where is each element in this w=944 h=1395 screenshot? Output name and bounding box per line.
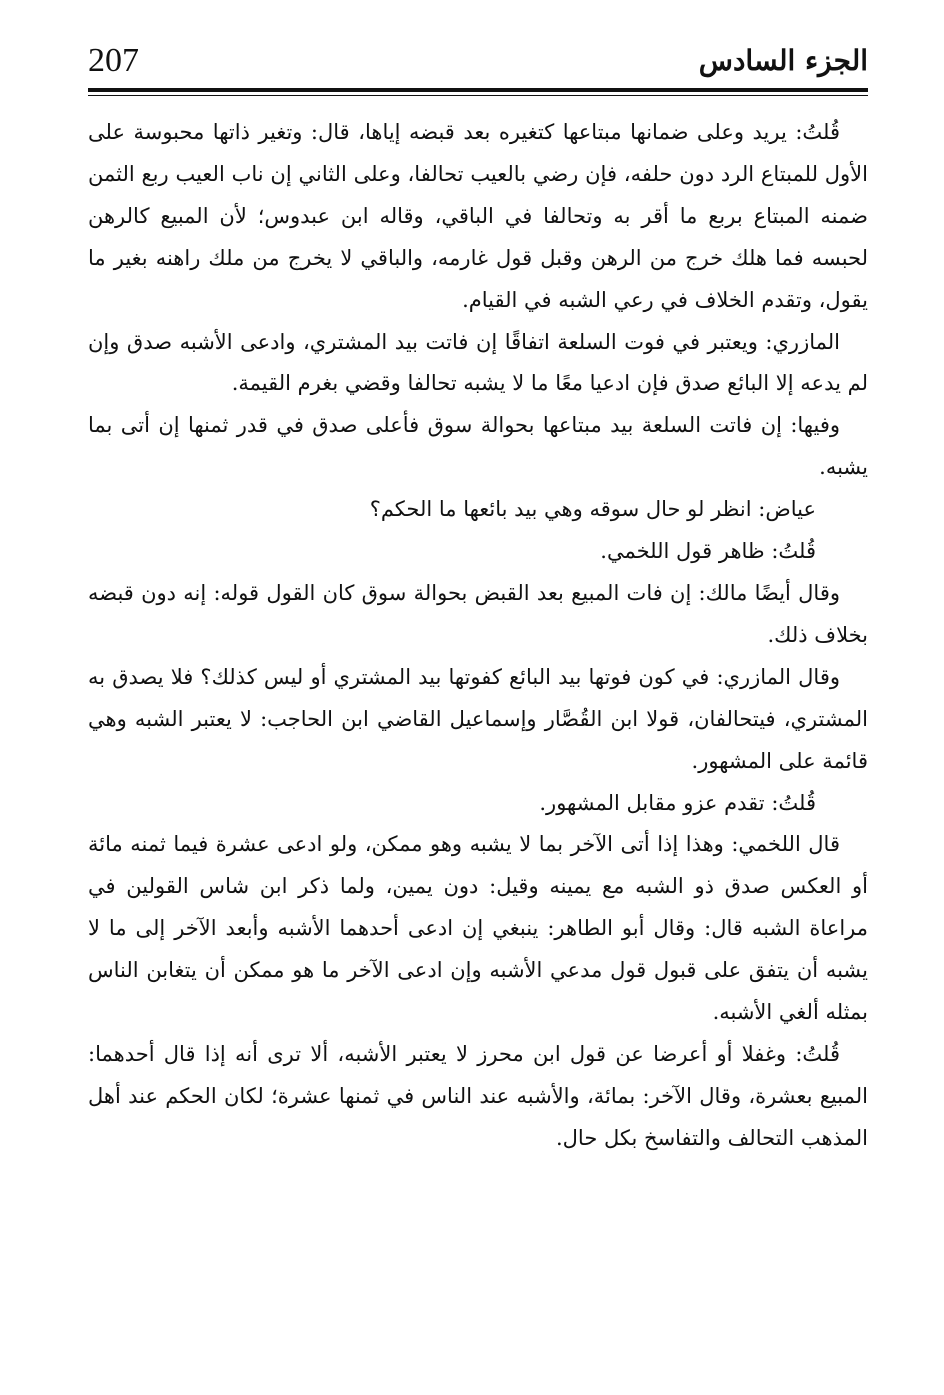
- paragraph-lead: قال: [808, 832, 840, 857]
- paragraph-lead: وفيها:: [790, 413, 840, 438]
- paragraph-9: [88, 824, 868, 1034]
- paragraph-3: [88, 405, 868, 489]
- paragraph-text: المازري: في كون فوتها بيد البائع كفوتها بيد المشتري أو ليس كذلك؟ فلا يصدق به المشتري، فيتحالفان، قولا ابن القُصَّار وإسماعيل القاضي ابن الحاجب: لا يعتبر الشبه وهي قائمة على المشهور.: [88, 664, 868, 773]
- paragraph-lead: عياض:: [758, 497, 816, 522]
- page-header: [88, 38, 868, 88]
- paragraph-text: إن فاتت السلعة بيد مبتاعها بحوالة سوق فأعلى صدق في قدر ثمنها إن أتى بما يشبه.: [88, 413, 868, 480]
- paragraph-text: أيضًا مالك: إن فات المبيع بعد القبض بحوالة سوق كان القول قوله: إنه دون قبضه بخلاف ذلك.: [88, 580, 868, 647]
- paragraph-lead: وقال: [798, 664, 840, 689]
- paragraph-text: انظر لو حال سوقه وهي بيد بائعها ما الحكم؟: [369, 497, 759, 522]
- paragraph-6: [88, 573, 868, 657]
- paragraph-2: [88, 322, 868, 406]
- paragraph-4: [88, 489, 868, 531]
- paragraph-text: تقدم عزو مقابل المشهور.: [539, 790, 772, 815]
- page-body: [88, 112, 868, 1160]
- paragraph-text: اللخمي: وهذا إذا أتى الآخر بما لا يشبه وهو ممكن، ولو ادعى عشرة فيما ثمنه مائة أو العكس صدق ذو الشبه مع يمينه وقيل: دون يمين، ولما ذكر ابن شاس القولين في مراعاة الشبه قال: وقال أبو الطاهر: ينبغي إن ادعى أحدهما الأشبه وأبعد الآخر إلى ما لا يشبه أن يتفق على قبول قول مدعي الأشبه وإن ادعى الآخر ما هو ممكن أن يتغابن الناس بمثله ألغي الأشبه.: [88, 832, 868, 1025]
- paragraph-lead: قُلتُ:: [771, 539, 816, 564]
- header-rule-thin: [88, 95, 868, 96]
- paragraph-8: [88, 783, 868, 825]
- paragraph-5: [88, 531, 868, 573]
- paragraph-lead: قُلتُ:: [771, 790, 816, 815]
- paragraph-lead: قُلتُ:: [795, 1041, 840, 1066]
- paragraph-1: [88, 112, 868, 322]
- paragraph-lead: وقال: [798, 580, 840, 605]
- paragraph-text: ويعتبر في فوت السلعة اتفاقًا إن فاتت بيد المشتري، وادعى الأشبه صدق وإن لم يدعه إلا البائع صدق فإن ادعيا معًا ما لا يشبه تحالفا وقضي بغرم القيمة.: [88, 329, 868, 396]
- paragraph-text: يريد وعلى ضمانها مبتاعها كتغيره بعد قبضه إياها، قال: وتغير ذاتها محبوسة على الأول للمبتاع الرد دون حلفه، فإن رضي بالعيب تحالفا، وعلى الثاني إن ناب العيب ربع الثمن ضمنه المبتاع بربع ما أقر به وتحالفا في الباقي، وقاله ابن عبدوس؛ لأن المبيع كالرهن لحبسه فما هلك خرج من الرهن وقبل قول غارمه، والباقي لا يخرج من ملك راهنه بغير ما يقول، وتقدم الخلاف في رعي الشبه في القيام.: [88, 120, 868, 312]
- paragraph-lead: قُلتُ:: [795, 120, 840, 144]
- paragraph-text: وغفلا أو أعرضا عن قول ابن محرز لا يعتبر الأشبه، ألا ترى أنه إذا قال أحدهما: المبيع بعشرة، وقال الآخر: بمائة، والأشبه عند الناس في ثمنها عشرة؛ لكان الحكم عند أهل المذهب التحالف والتفاسخ بكل حال.: [88, 1041, 868, 1150]
- page-number: 207: [88, 42, 139, 79]
- paragraph-text: ظاهر قول اللخمي.: [600, 539, 772, 564]
- paragraph-7: [88, 657, 868, 783]
- paragraph-lead: المازري:: [765, 329, 840, 354]
- header-rule-thick: [88, 88, 868, 92]
- paragraph-10: [88, 1034, 868, 1160]
- running-head: الجزء السادس: [698, 44, 868, 77]
